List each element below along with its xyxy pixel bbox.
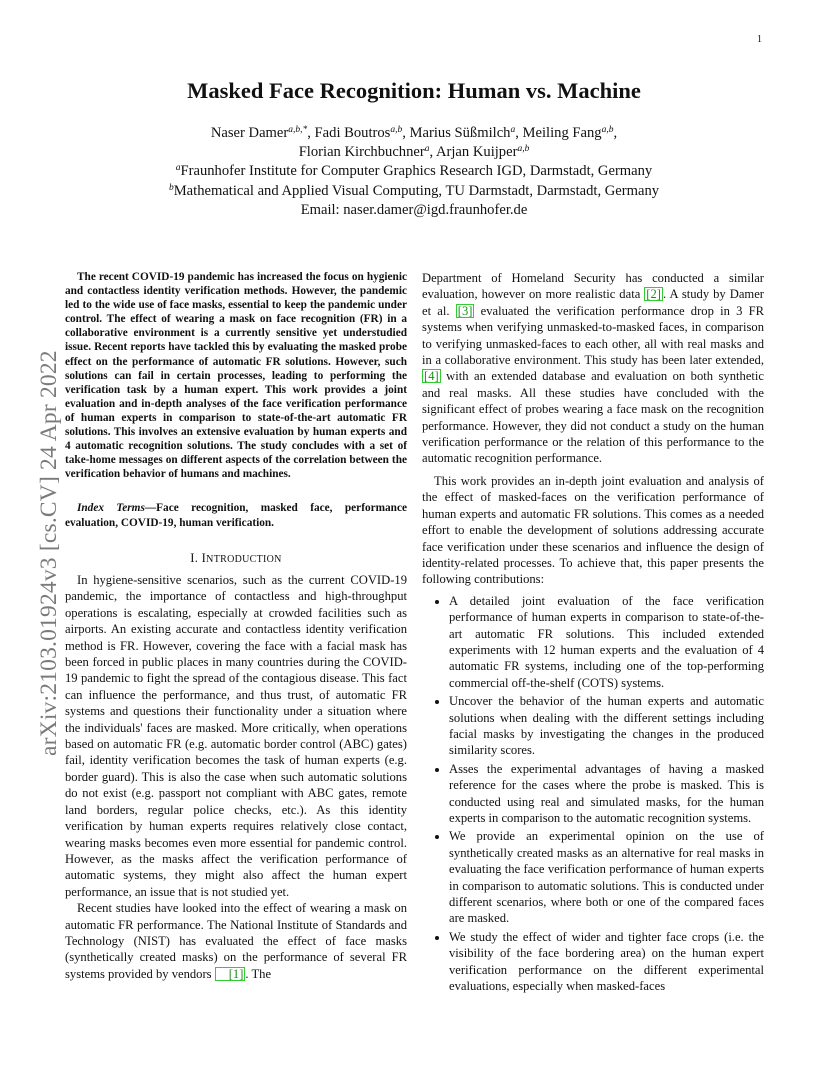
contribution-item: • We study the effect of wider and tighter face crops (i.e. the visibility of the face bordering area) on the human expert verification performance on the different experimental evaluations, especially when masked-faces [449,929,764,995]
contributions-list [422,593,764,995]
affil-text: Mathematical and Applied Visual Computing, TU Darmstadt, Darmstadt, Germany [173,182,660,199]
affil-text: Fraunhofer Institute for Computer Graphics Research IGD, Darmstadt, Germany [180,163,653,180]
affil-mark: a [175,163,181,174]
author-name: , Meiling Fang [515,125,602,141]
author-affil-mark: a,b [601,125,614,135]
index-terms-label: Index Terms [77,502,145,515]
author-name: , Arjan Kuijper [429,144,518,161]
affiliation-a [0,162,828,181]
intro-paragraph-1: In hygiene-sensitive scenarios, such as the current COVID-19 pandemic, the importance of contactless and high-throughput operations is escalating, especially at crowded facilities such as airports. An existing accurate and contactless identity verification method is FR. However, covering the face with a facial mask has been forced in public places in many countries during the COVID-19 pandemic to fight the spread of the contagious disease. This fact can influence the performance, and thus trust, of automatic FR systems and questions their functionality under a situation where the individuals' faces are masked. More critically, when operations based on automatic FR (e.g. automatic border control (ABC) gates) fail, identity verification becomes the task of human experts (e.g. border guard). This is also the case when such automatic solutions do not exist (e.g. passport not compliant with ABC gates, remote land borders, regular police checks, etc.). As this identity verification by human experts requires relatively close contact, wearing masks becomes even more essential for pandemic control. However, as the masks affect the verification performance of automatic systems, they might also affect the human expert performance, an issue that is not studied yet. [65,573,407,899]
right-column [422,270,764,996]
author-block [0,124,828,220]
section-heading-introduction [65,550,407,568]
paper-title: Masked Face Recognition: Human vs. Machine [187,78,641,103]
author-name: Naser Damer [210,125,289,141]
contribution-item: • Asses the experimental advantages of having a masked reference for the cases where the probe is masked. This is conducted using real and simulated masks, for the human experts in comparison to the automatic recognition systems. [449,761,764,827]
paragraph-text: evaluated the verification performance drop in 3 FR systems when verifying unmasked-to-masked faces, in comparison to verifying unmasked-faces to each other, all with real masks and in a collaborative environment. This study has been later extended, [422,303,764,368]
right-paragraph-2: This work provides an in-depth joint evaluation and analysis of the effect of masked-faces on the verification performance of human experts and automatic FR solutions. This comes as a needed effort to enable the development of solutions addressing accurate face verification under these scenarios and influence the design of identity-related processes. To achieve that, this paper presents the following contributions: [422,473,764,587]
author-affil-mark: a,b,* [288,125,308,135]
author-sep: , [613,125,618,141]
citation-link[interactable]: [1] [215,967,246,981]
section-numeral: I. I [190,550,207,565]
contribution-item: • Uncover the behavior of the human experts and automatic solutions when dealing with the different settings including facial masks by investigating the changes in the produced similarity scores. [449,693,764,759]
author-affil-mark: a [510,125,516,135]
paragraph-text: Recent studies have looked into the effect of wearing a mask on automatic FR performance. The National Institute of Standards and Technology (NIST) has evaluated the effect of face masks (synthetically created masks) on the performance of several FR systems provided by vendors [65,901,407,981]
affiliation-b [0,182,828,201]
author-affil-mark: a,b [390,125,403,135]
index-terms-text: —Face recognition, masked face, performance evaluation, COVID-19, human verification. [65,502,407,529]
author-name: , Fadi Boutros [307,125,391,141]
email: Email: naser.damer@igd.fraunhofer.de [300,201,528,218]
arxiv-identifier: arXiv:2103.01924v3 [cs.CV] 24 Apr 2022 [36,350,62,756]
author-line-2 [0,143,828,162]
paragraph-text: . A study by Damer et al. [422,287,764,318]
contribution-item: • We provide an experimental opinion on the use of synthetically created masks as an alternative for real masks in evaluating the face verification performance of human experts in comparison to automatic solutions. This is conducted under different scenarios, where both or one of the compared faces are masked. [449,828,764,926]
author-line-1 [0,124,828,143]
author-name: Florian Kirchbuchner [298,144,425,161]
section-title: NTRODUCTION [206,553,282,565]
paragraph-text: with an extended database and evaluation on both synthetic and real masks. All these studies have concluded with the significant effect of probes wearing a face mask on the recognition performance. However, they did not conduct a study on the human verification performance or the relation of this performance to the automatic recognition performance. [422,369,764,466]
contribution-item: • A detailed joint evaluation of the face verification performance of human experts in comparison to state-of-the-art automatic FR solutions. This included extended experiments with 12 human experts and the evaluation of 4 automatic FR systems, including one of the top-performing commercial off-the-shelf (COTS) systems. [449,593,764,691]
page-number: 1 [757,34,762,45]
citation-link[interactable]: [2] [646,287,661,302]
abstract: The recent COVID-19 pandemic has increased the focus on hygienic and contactless identity verification methods. However, the pandemic led to the wide use of face masks, essential to keep the pandemic under control. The effect of wearing a mask on face recognition (FR) in a collaborative environment is a currently sensitive yet understudied issue. Recent reports have tackled this by evaluating the masked probe effect on the performance of automatic FR solutions. However, such solutions can fail in certain processes, leading to performing the verification task by a human expert. This work provides a joint evaluation and in-depth analyses of the face verification performance of human experts in comparison to state-of-the-art automatic FR solutions. This involves an extensive evaluation by human experts and 4 automatic recognition solutions. The study concludes with a set of take-home messages on different aspects of the correlation between the verification behavior of humans and machines. [65,271,407,481]
author-affil-mark: a [424,144,430,155]
intro-paragraph-2 [65,900,407,982]
left-column [65,270,407,982]
index-terms [65,501,407,529]
paragraph-text: . The [245,966,272,981]
author-name: , Marius Süßmilch [402,125,511,141]
citation-link[interactable]: [3] [457,303,473,318]
right-paragraph-1 [422,270,764,467]
citation-link[interactable]: [4] [424,369,439,384]
paragraph-text: Department of Homeland Security has conducted a similar evaluation, however on more realistic data [422,271,764,302]
author-affil-mark: a,b [517,144,530,155]
affil-mark: b [168,182,174,193]
